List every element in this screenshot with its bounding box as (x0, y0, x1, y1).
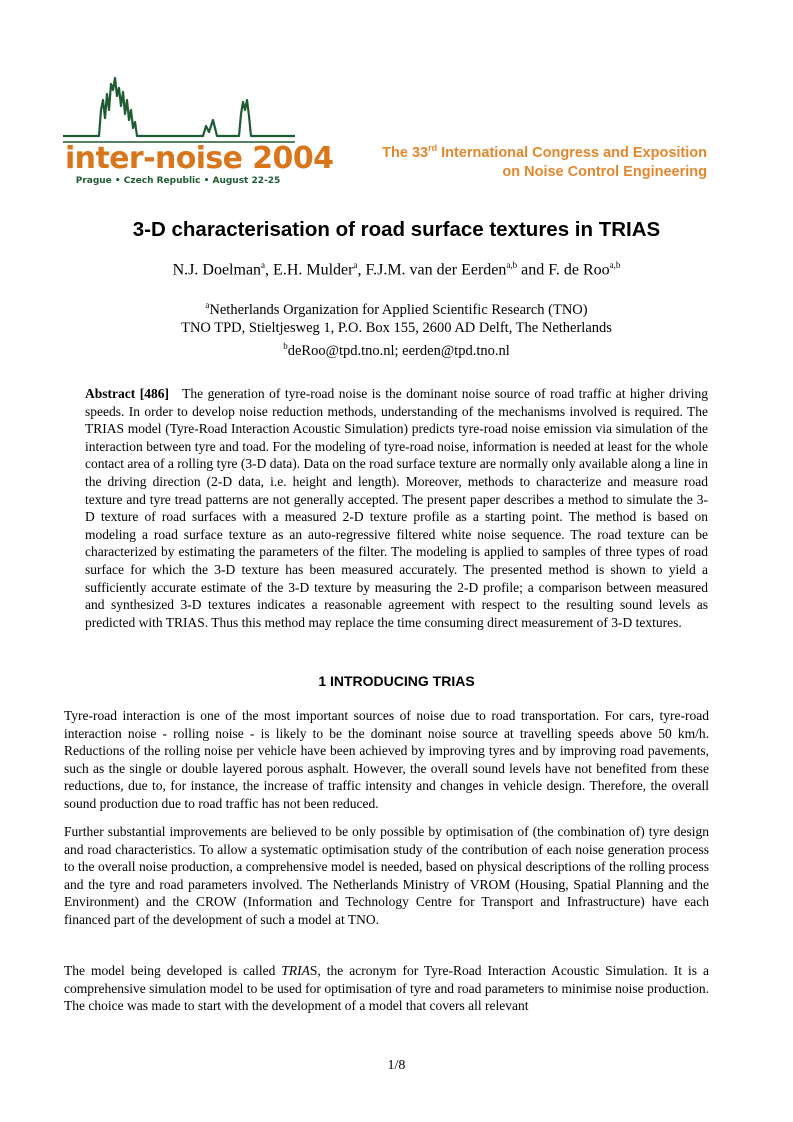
author-name: F. de Roo (548, 261, 610, 279)
affiliation-block (0, 296, 793, 360)
abstract-label: Abstract [486] (85, 386, 169, 401)
body-paragraph-2: Further substantial improvements are believed to be only possible by optimisation of (the combination of) tyre design and road characteristics. To allow a systematic optimisation study of the contribution of each noise generation process to the overall noise production, a comprehensive model is needed, based on physical descriptions of the rolling process and the tyre and road parameters involved. The Netherlands Ministry of VROM (Housing, Spatial Planning and the Environment) and the CROW (Information and Technology Centre for Transport and Infrastructure) have each financed part of the development of such a model at TNO. (64, 824, 709, 927)
author-list: N.J. Doelman$^a$, E.H. Mulder$^a$, F.J.M. van der Eerden$^{a,b}$ and F. de Roo$^{a,b}$ (172, 260, 621, 279)
section-heading: 1 INTRODUCING TRIAS (318, 673, 475, 689)
page-number: 1/8 (387, 1058, 406, 1073)
skyline-icon (63, 70, 295, 150)
logo-brand-text: inter-noise 2004 (65, 141, 334, 176)
author-name: E.H. Mulder (273, 261, 354, 279)
affiliation-line-1: $^a$Netherlands Organization for Applied Scientific Research (TNO) (205, 300, 588, 318)
author-name: F.J.M. van der Eerden (365, 261, 507, 279)
congress-line-2: on Noise Control Engineering (502, 163, 707, 180)
congress-line-1: The 33rd International Congress and Exposition (382, 143, 707, 161)
abstract (85, 385, 708, 631)
affiliation-line-2: TNO TPD, Stieltjesweg 1, P.O. Box 155, 2600 AD Delft, The Netherlands (181, 319, 612, 336)
logo-location-text: Prague • Czech Republic • August 22-25 (75, 176, 281, 186)
congress-title (382, 139, 707, 182)
body-paragraph-3: The model being developed is called TRIAS, the acronym for Tyre-Road Interaction Acoustic Simulation. It is a comprehensive simulation model to be used for optimisation of tyre and road parameters to minimise noise production. The choice was made to start with the development of a model that covers all relevant (64, 963, 709, 1014)
paper-title: 3-D characterisation of road surface textures in TRIAS (132, 218, 661, 241)
congress-logo (63, 70, 334, 194)
affiliation-emails: $^b$deRoo@tpd.tno.nl; eerden@tpd.tno.nl (283, 340, 510, 359)
body-paragraph-1: Tyre-road interaction is one of the most important sources of noise due to road transportation. For cars, tyre-road interaction noise - rolling noise - is likely to be the dominant noise source at travelling speeds above 50 km/h. Reductions of the rolling noise per vehicle have been achieved by improving tyres and by improving road pavements, such as the single or double layered porous asphalt. However, the overall sound levels have not benefited from these reductions, due to, for instance, the increase of traffic intensity and changes in vehicle design. Therefore, the overall sound production due to road traffic has not been reduced. (64, 708, 709, 811)
author-name: N.J. Doelman (172, 261, 262, 279)
abstract-text: The generation of tyre-road noise is the dominant noise source of road traffic at higher driving speeds. In order to develop noise reduction methods, understanding of the mechanisms involved is required. The TRIAS model (Tyre-Road Interaction Acoustic Simulation) predicts tyre-road noise emission via simulation of the interaction between tyre and toad. For the modeling of tyre-road noise, information is needed at least for the whole contact area of a rolling tyre (3-D data). Data on the road surface texture are normally only available along a line in the driving direction (2-D data, i.e. height and length). Moreover, methods to characterize and measure road texture and tyre tread patterns are not generally accepted. The present paper describes a method to simulate the 3-D texture of road surfaces with a measured 2-D texture profile as a starting point. The method is based on modeling a road surface texture as an auto-regressive filtered white noise sequence. The road texture can be characterized by estimating the parameters of the filter. The modeling is applied to samples of three types of road surface for which the 3-D texture has been measured accurately. The presented method is shown to yield a sufficiently accurate estimate of the 3-D texture by measuring the 2-D profile; a comparison between measured and synthesized 3-D textures indicates a reasonable agreement with respect to the resulting sound levels as predicted with TRIAS. Thus this method may replace the time consuming direct measurement of 3-D textures. (85, 386, 708, 630)
